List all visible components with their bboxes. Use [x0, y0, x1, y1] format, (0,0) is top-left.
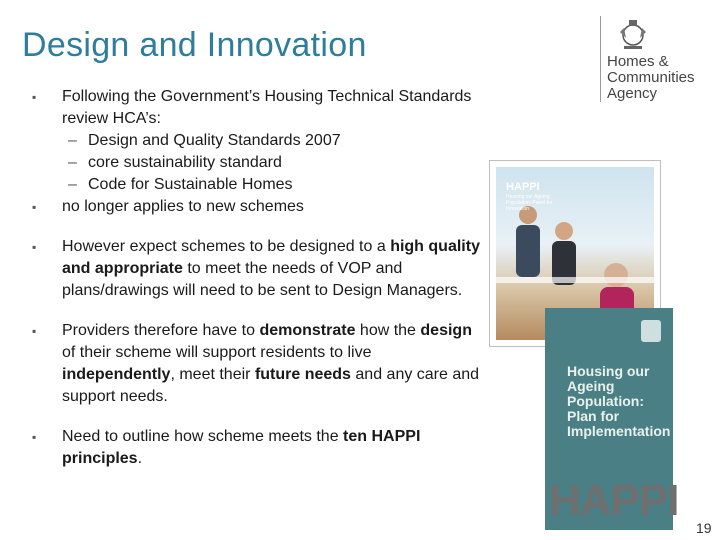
logo-line-3: Agency: [607, 85, 658, 102]
bullet-text: However expect schemes to be designed to a: [62, 238, 391, 255]
royal-crest-icon: [616, 18, 650, 52]
bullet-item: [30, 236, 480, 302]
bullet-item: [30, 426, 480, 470]
logo-divider: [600, 16, 601, 102]
sub-bullet-text: Design and Quality Standards 2007: [88, 132, 341, 149]
bullet-emphasis: future needs: [254, 366, 351, 383]
dash-marker-icon: –: [68, 154, 77, 171]
page-number: 19: [696, 520, 712, 536]
logo-line-2: Communities: [607, 69, 695, 86]
bullet-item: [30, 86, 480, 130]
bullet-text: of their scheme will support residents to live: [62, 344, 372, 361]
bullet-text: Need to outline how scheme meets the: [62, 428, 344, 445]
logo-line-1: Homes &: [607, 53, 669, 70]
hca-logo: [600, 16, 710, 106]
sub-bullet-item: [30, 174, 480, 196]
bullet-marker-icon: ▪: [32, 200, 37, 214]
bullet-text: Following the Government’s Housing Technical Standards review HCA’s:: [62, 88, 472, 127]
bullet-text: , meet their: [170, 366, 255, 383]
plan-report-cover: [545, 308, 679, 530]
cover-title: Housing our Ageing Population: Plan for Implementation: [567, 363, 671, 439]
cover-title: HAPPI: [506, 181, 540, 193]
bullet-emphasis: design: [420, 322, 472, 339]
bullet-text: to meet the needs of VOP and plans/drawings will need to be sent to Design Managers.: [62, 260, 463, 299]
bullet-marker-icon: ▪: [32, 240, 37, 254]
sub-bullet-text: Code for Sustainable Homes: [88, 176, 293, 193]
bullet-text: and any care and support needs.: [62, 366, 480, 405]
bullet-text: how the: [355, 322, 421, 339]
bullet-item: [30, 196, 480, 218]
slide-title: Design and Innovation: [22, 26, 367, 64]
dash-marker-icon: –: [68, 132, 77, 149]
sub-bullet-text: core sustainability standard: [88, 154, 282, 171]
bullet-text: .: [137, 450, 143, 467]
bullet-emphasis: demonstrate: [259, 322, 356, 339]
cover-subtitle: Housing our Ageing Population: Panel for Innovation: [506, 194, 553, 212]
bullet-list: [30, 86, 480, 470]
bullet-emphasis: high quality and appropriate: [62, 238, 480, 277]
bullet-emphasis: independently: [62, 366, 171, 383]
sub-bullet-item: [30, 130, 480, 152]
bullet-item: [30, 320, 480, 408]
bullet-text: no longer applies to new schemes: [62, 198, 304, 215]
portcullis-icon: [641, 320, 661, 342]
bullet-marker-icon: ▪: [32, 324, 37, 338]
bullet-text: Providers therefore have to: [62, 322, 260, 339]
bullet-emphasis: ten HAPPI principles: [62, 428, 421, 467]
sub-bullet-item: [30, 152, 480, 174]
bullet-marker-icon: ▪: [32, 430, 37, 444]
dash-marker-icon: –: [68, 176, 77, 193]
cover-big-word: HAPPI: [549, 476, 679, 525]
bullet-marker-icon: ▪: [32, 90, 37, 104]
logo-text: [607, 54, 695, 102]
